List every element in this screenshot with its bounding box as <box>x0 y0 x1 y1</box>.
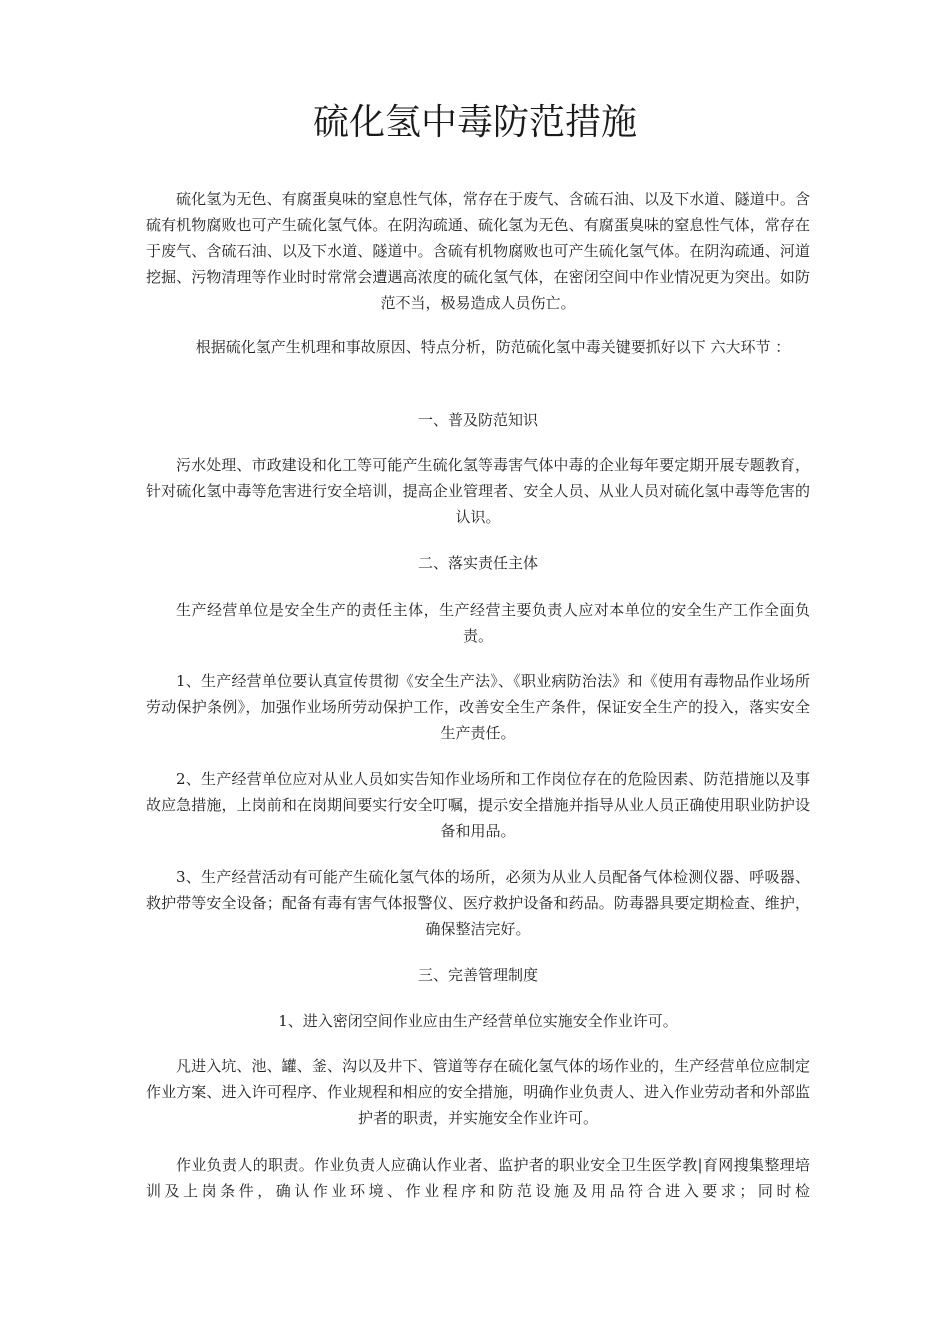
section2-body: 生产经营单位是安全生产的责任主体，生产经营主要负责人应对本单位的安全生产工作全面负责。 <box>176 601 810 645</box>
section1-heading: 一、普及防范知识 <box>417 411 538 429</box>
document-title: 硫化氢中毒防范措施 <box>312 102 637 143</box>
section1-body: 污水处理、市政建设和化工等可能产生硫化氢等毒害气体中毒的企业每年要定期开展专题教育，针对硫化氢中毒等危害进行安全培训，提高企业管理者、安全人员、从业人员对硫化氢中毒等危害的认识。 <box>146 456 810 526</box>
section3-heading: 三、完善管理制度 <box>417 966 538 984</box>
section2-item-3: 3、生产经营活动有可能产生硫化氢气体的场所，必须为从业人员配备气体检测仪器、呼吸器、救护带等安全设备；配备有毒有害气体报警仪、医疗救护设备和药品。防毒器具要定期检查、维护，确保整洁完好。 <box>146 868 810 938</box>
intro-paragraph: 硫化氢为无色、有腐蛋臭味的窒息性气体，常存在于废气、含硫石油、以及下水道、隧道中。含硫有机物腐败也可产生硫化氢气体。在阴沟疏通、硫化氢为无色、有腐蛋臭味的窒息性气体，常存在于废气、含硫石油、以及下水道、隧道中。含硫有机物腐败也可产生硫化氢气体。在阴沟疏通、河道挖掘、污物清理等作业时时常常会遭遇高浓度的硫化氢气体，在密闭空间中作业情况更为突出。如防范不当，极易造成人员伤亡。 <box>146 190 810 312</box>
section3-item-1: 1、进入密闭空间作业应由生产经营单位实施安全作业许可。 <box>278 1012 678 1030</box>
section2-item-1: 1、生产经营单位要认真宣传贯彻《安全生产法》、《职业病防治法》和《使用有毒物品作业场所劳动保护条例》，加强作业场所劳动保护工作，改善安全生产条件，保证安全生产的投入，落实安全生产责任。 <box>146 672 810 742</box>
section2-heading: 二、落实责任主体 <box>417 554 538 572</box>
overview-paragraph: 根据硫化氢产生机理和事故原因、特点分析，防范硫化氢中毒关键要抓好以下 六大环节 ： <box>195 338 791 356</box>
section3-body-2: 作业负责人的职责。作业负责人应确认作业者、监护者的职业安全卫生医学教|育网搜集整理培训及上岗条件，确认作业环境、作业程序和防范设施及用品符合进入要求；同时检 <box>146 1156 810 1200</box>
section2-item-2: 2、生产经营单位应对从业人员如实告知作业场所和工作岗位存在的危险因素、防范措施以及事故应急措施，上岗前和在岗期间要实行安全叮嘱，提示安全措施并指导从业人员正确使用职业防护设备和用品。 <box>146 770 810 840</box>
section3-body-1: 凡进入坑、池、罐、釜、沟以及井下、管道等存在硫化氢气体的场作业的，生产经营单位应制定作业方案、进入许可程序、作业规程和相应的安全措施，明确作业负责人、进入作业劳动者和外部监护者的职责，并实施安全作业许可。 <box>146 1057 810 1127</box>
